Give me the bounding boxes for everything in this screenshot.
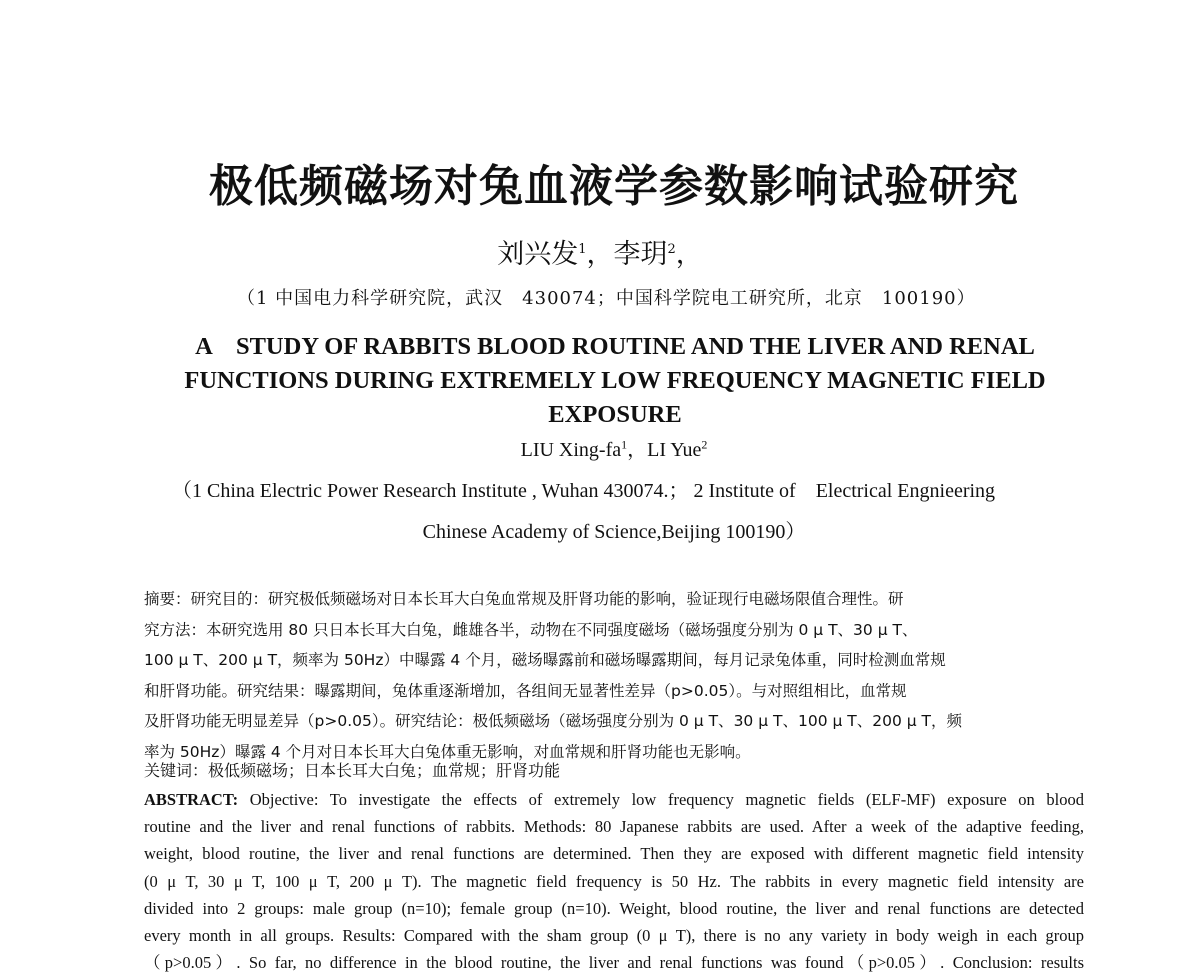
chinese-author-separator: ，	[586, 239, 614, 270]
chinese-author-trailing-comma: ，	[675, 239, 703, 270]
english-author-2-affil-mark: 2	[701, 437, 708, 452]
english-abstract-line: weight, blood routine, the liver and renal functions are determined. Then they are exposed with different magnetic field intensity	[144, 844, 1084, 864]
chinese-authors	[0, 232, 1200, 271]
english-affiliation-line-2: Chinese Academy of Science,Beijing 100190）	[422, 521, 806, 543]
english-abstract-first-line	[144, 786, 1084, 813]
english-author-separator: ，	[627, 439, 648, 461]
chinese-affiliation: （1 中国电力科学研究院，武汉 430074；中国科学院电工研究所，北京 100190）	[237, 288, 976, 309]
chinese-abstract-line: 究方法：本研究选用 80 只日本长耳大白兔，雌雄各半，动物在不同强度磁场（磁场强度分别为 0 μ T、30 μ T、	[144, 620, 918, 639]
chinese-abstract-line: 100 μ T、200 μ T，频率为 50Hz）中曝露 4 个月，磁场曝露前和磁场曝露期间，每月记录兔体重，同时检测血常规	[144, 651, 946, 669]
english-title: A STUDY OF RABBITS BLOOD ROUTINE AND THE LIVER AND RENAL FUNCTIONS DURING EXTREMELY LOW FREQUENCY MAGNETIC FIELD EXPOSURE	[184, 333, 1046, 428]
chinese-author-1: 刘兴发	[497, 239, 579, 270]
english-abstract-line: （p>0.05）. So far, no difference in the blood routine, the liver and renal functions was found（p>0.05）. Conclusion: results	[144, 953, 1084, 973]
english-author-1: LIU Xing-fa	[520, 439, 622, 461]
chinese-abstract-line: 及肝肾功能无明显差异（p>0.05）。研究结论：极低频磁场（磁场强度分别为 0 μ T、30 μ T、100 μ T、200 μ T，频	[144, 712, 963, 730]
chinese-abstract	[144, 584, 1084, 767]
chinese-abstract-line: 摘要：研究目的：研究极低频磁场对日本长耳大白兔血常规及肝肾功能的影响，验证现行电磁场限值合理性。研	[144, 590, 904, 608]
english-author-1-affil-mark: 1	[621, 437, 628, 452]
english-abstract-line: every month in all groups. Results: Compared with the sham group (0 μ T), there is no any variety in body weigh in each group	[144, 926, 1084, 946]
chinese-title: 极低频磁场对兔血液学参数影响试验研究	[209, 161, 1019, 212]
english-abstract-line: Objective: To investigate the effects of extremely low frequency magnetic fields (ELF-MF) exposure on blood	[238, 790, 1084, 809]
english-authors	[0, 433, 1200, 462]
chinese-author-1-affil-mark: 1	[578, 242, 587, 257]
english-abstract-line: divided into 2 groups: male group (n=10); female group (n=10). Weight, blood routine, the liver and renal functions are detected	[144, 898, 1084, 918]
chinese-abstract-line: 率为 50Hz）曝露 4 个月对日本长耳大白兔体重无影响，对血常规和肝肾功能也无影响。	[144, 742, 751, 761]
chinese-author-2: 李玥	[613, 239, 668, 270]
english-author-2: LI Yue	[647, 439, 702, 461]
english-abstract-line: routine and the liver and renal functions of rabbits. Methods: 80 Japanese rabbits are used. After a week of the adaptive feeding,	[144, 817, 1084, 837]
abstract-label: ABSTRACT:	[144, 790, 239, 809]
chinese-abstract-line: 和肝肾功能。研究结果：曝露期间，兔体重逐渐增加，各组间无显著性差异（p>0.05）。与对照组相比，血常规	[144, 681, 907, 700]
chinese-keywords: 关键词：极低频磁场；日本长耳大白兔；血常规；肝肾功能	[144, 761, 561, 780]
chinese-author-2-affil-mark: 2	[667, 242, 676, 257]
english-abstract-line: (0 μ T, 30 μ T, 100 μ T, 200 μ T). The magnetic field frequency is 50 Hz. The rabbits in every magnetic field intensity are	[144, 871, 1084, 891]
english-abstract	[144, 786, 1084, 976]
english-affiliation-line-1: （1 China Electric Power Research Institute , Wuhan 430074.； 2 Institute of Electrical Engnieering	[172, 480, 996, 502]
